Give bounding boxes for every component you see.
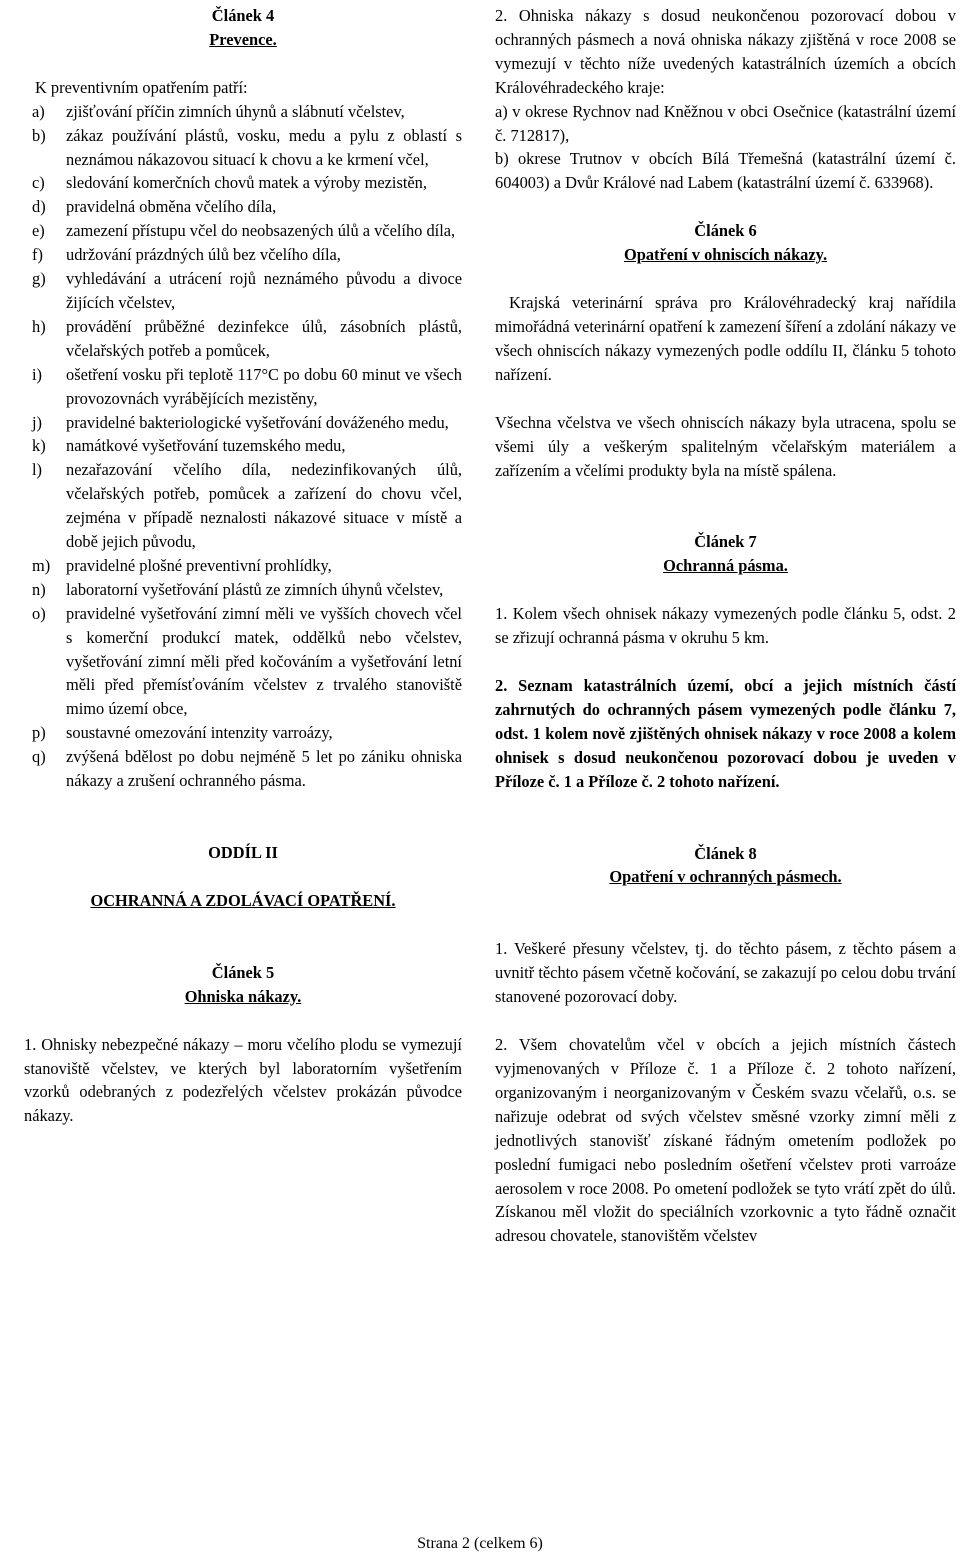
prevention-list <box>24 100 462 793</box>
article-7-paragraph-1: 1. Kolem všech ohnisek nákazy vymezených podle článku 5, odst. 2 se zřizují ochranná pásma v okruhu 5 km. <box>495 604 956 648</box>
item-text: namátkové vyšetřování tuzemského medu, <box>66 436 346 456</box>
prevention-item <box>24 171 462 195</box>
item-text: provádění průběžné dezinfekce úlů, zásobních plástů, včelařských potřeb a pomůcek, <box>66 316 462 360</box>
item-marker: h) <box>32 316 46 336</box>
item-marker: n) <box>32 579 46 599</box>
item-marker: f) <box>32 245 43 265</box>
article-6-paragraph-2: Všechna včelstva ve všech ohniscích nákazy byla utracena, spolu se všemi úly a veškerým spalitelným včelařským materiálem a zařízením a včelími produkty byla na místě spálena. <box>495 412 956 480</box>
item-marker: a) <box>32 101 45 121</box>
item-marker: k) <box>32 436 46 456</box>
prevention-item <box>24 124 462 172</box>
item-marker: i) <box>32 364 43 384</box>
article-8-subtitle: Opatření v ochranných pásmech. <box>609 867 842 887</box>
item-text: zjišťování příčin zimních úhynů a slábnutí včelstev, <box>66 101 405 121</box>
prevention-item <box>24 602 462 722</box>
item-text: sledování komerčních chovů matek a výroby mezistěn, <box>66 173 427 193</box>
article-5-paragraph-1: 1. Ohnisky nebezpečné nákazy – moru včelího plodu se vymezují stanoviště včelstev, ve kterých byl laboratorním vyšetřením vzorků odebraných z podezřelých včelstev prokázán původce nákazy. <box>24 1034 462 1126</box>
prevention-item <box>24 100 462 124</box>
item-marker: q) <box>32 747 46 767</box>
item-text: nezařazování včelího díla, nedezinfikovaných úlů, včelařských potřeb, pomůcek a zařízení do chovu včel, zejména v případě neznalosti nákazové situace v místě a době jejich původu, <box>66 460 462 552</box>
article-8-title: Článek 8 <box>694 843 757 863</box>
item-marker: m) <box>32 555 51 575</box>
article-5-subtitle: Ohniska nákazy. <box>184 986 302 1006</box>
prevention-item <box>24 578 462 602</box>
item-text: soustavné omezování intenzity varroázy, <box>66 723 333 743</box>
article-8-paragraph-1: 1. Veškeré přesuny včelstev, tj. do těchto pásem, z těchto pásem a uvnitř těchto pásem včetně kočování, se zakazují po celou dobu trvání stanovené pozorovací doby. <box>495 939 956 1007</box>
prevention-intro: K preventivním opatřením patří: <box>35 77 248 97</box>
item-text: vyhledávání a utrácení rojů neznámého původu a divoce žijících včelstev, <box>66 269 462 312</box>
page-footer: Strana 2 (celkem 6) <box>417 1535 543 1552</box>
item-text: pravidelné vyšetřování zimní měli ve vyšších chovech včel s komerční produkcí matek, oddělků nebo včelstev, vyšetřování zimní měli před kočováním a vyšetřování letní měli před přemísťováním včelstev z trvalého stanoviště mimo území obce, <box>66 603 462 719</box>
prevention-item <box>24 243 462 267</box>
prevention-item <box>24 315 462 363</box>
article-8-paragraph-2: 2. Všem chovatelům včel v obcích a jejich místních částech vyjmenovaných v Příloze č. 1 a Příloze č. 2 tohoto nařízení, organizovaným i neorganizovaným v Českém svazu včelařů, o.s. se nařizuje odebrat od svých včelstev směsné vzorky zimní měli z jednotlivých stanovišť získané řádným ometením podložek po poslední fumigaci nebo posledním ošetření včelstev proti varroáze aerosolem v roce 2008. Po ometení podložek se tyto vrátí zpět do úlů. Získanou měl vložit do speciálních vzorkovnic a tyto řádně označit adresou chovatele, stanovištěm včelstev <box>495 1035 956 1246</box>
article-4-subtitle: Prevence. <box>209 29 277 49</box>
article-6-title: Článek 6 <box>694 221 757 241</box>
item-text: pravidelná obměna včelího díla, <box>66 197 277 217</box>
prevention-item <box>24 554 462 578</box>
prevention-item <box>24 195 462 219</box>
item-text: ošetření vosku při teplotě 117°C po dobu 60 minut ve všech provozovnách vyrábějících mezistěny, <box>66 364 462 408</box>
prevention-item <box>24 267 462 315</box>
item-text: pravidelné plošné preventivní prohlídky, <box>66 555 332 575</box>
article-5-title: Článek 5 <box>211 962 275 982</box>
item-text: zvýšená bdělost po dobu nejméně 5 let po zániku ohniska nákazy a zrušení ochranného pásma. <box>66 747 462 791</box>
article-7-subtitle: Ochranná pásma. <box>663 556 788 576</box>
section-ii-subtitle: OCHRANNÁ A ZDOLÁVACÍ OPATŘENÍ. <box>90 890 396 910</box>
item-marker: p) <box>32 723 46 743</box>
article-6-subtitle: Opatření v ohniscích nákazy. <box>623 245 828 265</box>
article-7-paragraph-2: 2. Seznam katastrálních území, obcí a jejich místních částí zahrnutých do ochranných pásem vymezených podle článku 7, odst. 1 kolem nově zjištěných ohnisek nákazy v roce 2008 a kolem ohnisek s dosud neukončenou pozorovací dobou je uveden v Příloze č. 1 a Příloze č. 2 tohoto nařízení. <box>495 676 956 791</box>
prevention-item <box>24 363 462 411</box>
prevention-item <box>24 219 462 243</box>
right-column <box>495 4 956 1248</box>
article-5-paragraph-2: 2. Ohniska nákazy s dosud neukončenou pozorovací dobou v ochranných pásmech a nová ohniska nákazy zjištěná v roce 2008 se vymezují v těchto níže uvedených katastrálních územích a obcích Královéhradeckého kraje: <box>495 6 956 97</box>
article-5-paragraph-2a: a) v okrese Rychnov nad Kněžnou v obci Osečnice (katastrální území č. 712817), <box>495 101 956 145</box>
left-column <box>24 4 462 1128</box>
item-text: zákaz používání plástů, vosku, medu a pylu z oblastí s neznámou nákazovou situací k chovu a ke krmení včel, <box>66 125 462 169</box>
section-ii-title: ODDÍL II <box>208 843 278 862</box>
article-5-paragraph-2b: b) okrese Trutnov v obcích Bílá Třemešná (katastrální území č. 604003) a Dvůr Králové nad Labem (katastrální území č. 633968). <box>495 149 956 193</box>
item-marker: d) <box>32 197 46 217</box>
prevention-item <box>24 745 462 793</box>
article-4-title: Článek 4 <box>211 6 275 25</box>
item-text: zamezení přístupu včel do neobsazených úlů a včelího díla, <box>66 221 456 241</box>
prevention-item <box>24 411 462 435</box>
item-text: laboratorní vyšetřování plástů ze zimních úhynů včelstev, <box>66 579 444 599</box>
item-marker: o) <box>32 603 46 623</box>
item-marker: g) <box>32 269 46 289</box>
prevention-item <box>24 458 462 554</box>
prevention-item <box>24 434 462 458</box>
item-marker: j) <box>32 412 43 432</box>
item-text: pravidelné bakteriologické vyšetřování dováženého medu, <box>66 412 449 432</box>
item-marker: c) <box>32 173 45 193</box>
article-7-title: Článek 7 <box>694 532 757 552</box>
item-text: udržování prázdných úlů bez včelího díla, <box>66 245 341 265</box>
item-marker: l) <box>32 460 43 480</box>
item-marker: b) <box>32 125 46 145</box>
item-marker: e) <box>32 221 45 241</box>
article-6-paragraph-1: Krajská veterinární správa pro Královéhradecký kraj nařídila mimořádná veterinární opatření k zamezení šíření a zdolání nákazy ve všech ohniscích nákazy vymezených podle oddílu II, článku 5 tohoto nařízení. <box>495 293 956 384</box>
prevention-item <box>24 721 462 745</box>
